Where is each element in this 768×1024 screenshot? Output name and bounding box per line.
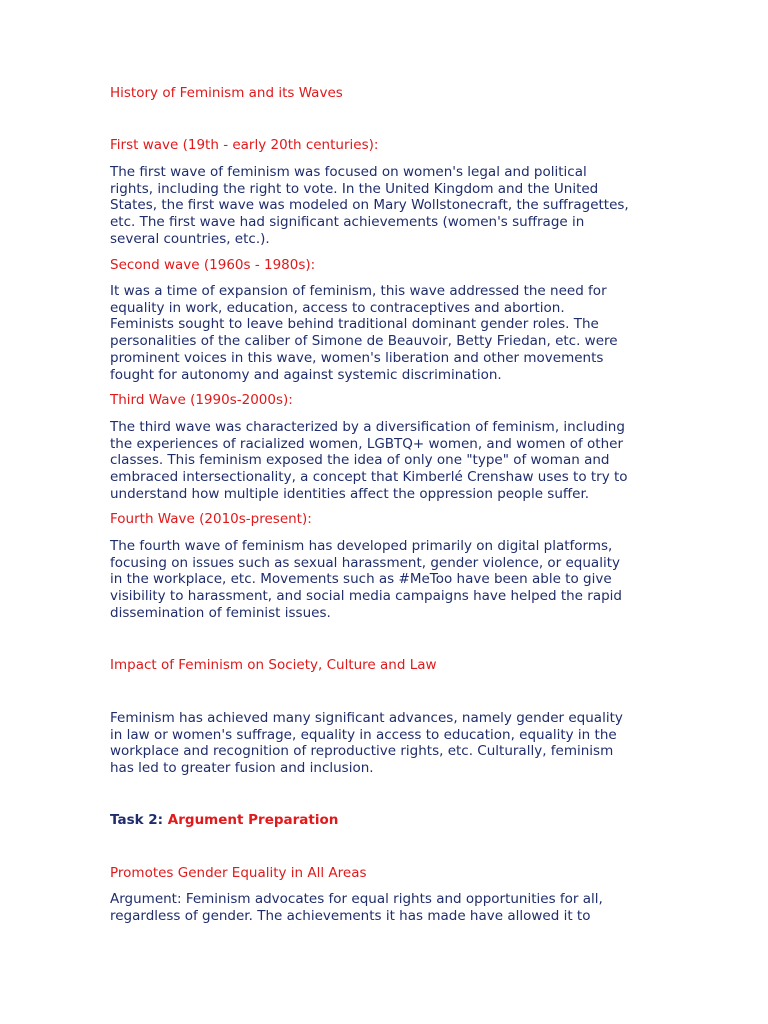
paragraph-line: equality in work, education, access to contraceptives and abortion. bbox=[110, 299, 565, 316]
second-wave-heading: Second wave (1960s - 1980s): bbox=[110, 257, 316, 273]
task-title: Argument Preparation bbox=[167, 812, 339, 828]
task-label: Task 2: bbox=[110, 812, 164, 828]
paragraph-line: embraced intersectionality, a concept that Kimberlé Crenshaw uses to try to bbox=[110, 469, 628, 486]
paragraph-line: dissemination of feminist issues. bbox=[110, 604, 331, 621]
fourth-wave-heading: Fourth Wave (2010s-present): bbox=[110, 511, 312, 527]
paragraph-line: classes. This feminism exposed the idea of only one "type" of woman and bbox=[110, 452, 610, 469]
paragraph-line: rights, including the right to vote. In the United Kingdom and the United bbox=[110, 180, 599, 197]
impact-paragraph bbox=[110, 710, 670, 777]
paragraph-line: visibility to harassment, and social media campaigns have helped the rapid bbox=[110, 588, 622, 605]
third-wave-heading: Third Wave (1990s-2000s): bbox=[110, 392, 293, 408]
argument-heading: Promotes Gender Equality in All Areas bbox=[110, 865, 367, 881]
paragraph-line: workplace and recognition of reproductive rights, etc. Culturally, feminism bbox=[110, 743, 614, 760]
second-wave-paragraph bbox=[110, 283, 670, 383]
paragraph-line: understand how multiple identities affect the oppression people suffer. bbox=[110, 485, 590, 502]
paragraph-line: fought for autonomy and against systemic discrimination. bbox=[110, 366, 502, 383]
paragraph-line: in law or women's suffrage, equality in access to education, equality in the bbox=[110, 726, 617, 743]
paragraph-line: in the workplace, etc. Movements such as #MeToo have been able to give bbox=[110, 571, 612, 588]
document-title: History of Feminism and its Waves bbox=[110, 85, 343, 101]
paragraph-line: several countries, etc.). bbox=[110, 230, 270, 247]
paragraph-line: Feminism has achieved many significant advances, namely gender equality bbox=[110, 710, 623, 726]
paragraph-line: etc. The first wave had significant achievements (women's suffrage in bbox=[110, 214, 585, 231]
paragraph-line: The fourth wave of feminism has developed primarily on digital platforms, bbox=[110, 538, 613, 554]
argument-paragraph bbox=[110, 891, 670, 924]
paragraph-line: prominent voices in this wave, women's liberation and other movements bbox=[110, 349, 604, 366]
paragraph-line: the experiences of racialized women, LGBTQ+ women, and women of other bbox=[110, 435, 623, 452]
paragraph-line: focusing on issues such as sexual harassment, gender violence, or equality bbox=[110, 554, 620, 571]
impact-heading: Impact of Feminism on Society, Culture and Law bbox=[110, 657, 437, 673]
first-wave-paragraph bbox=[110, 164, 670, 248]
paragraph-line: regardless of gender. The achievements it has made have allowed it to bbox=[110, 907, 591, 924]
paragraph-line: Argument: Feminism advocates for equal rights and opportunities for all, bbox=[110, 891, 603, 907]
paragraph-line: States, the first wave was modeled on Mary Wollstonecraft, the suffragettes, bbox=[110, 197, 629, 214]
first-wave-heading: First wave (19th - early 20th centuries): bbox=[110, 137, 379, 153]
paragraph-line: has led to greater fusion and inclusion. bbox=[110, 760, 374, 777]
fourth-wave-paragraph bbox=[110, 538, 670, 622]
paragraph-line: Feminists sought to leave behind traditional dominant gender roles. The bbox=[110, 316, 599, 333]
third-wave-paragraph bbox=[110, 419, 670, 503]
paragraph-line: It was a time of expansion of feminism, this wave addressed the need for bbox=[110, 283, 607, 299]
paragraph-line: The third wave was characterized by a diversification of feminism, including bbox=[110, 419, 625, 435]
paragraph-line: The first wave of feminism was focused on women's legal and political bbox=[110, 164, 587, 180]
paragraph-line: personalities of the caliber of Simone de Beauvoir, Betty Friedan, etc. were bbox=[110, 333, 618, 350]
task-heading bbox=[110, 812, 670, 829]
